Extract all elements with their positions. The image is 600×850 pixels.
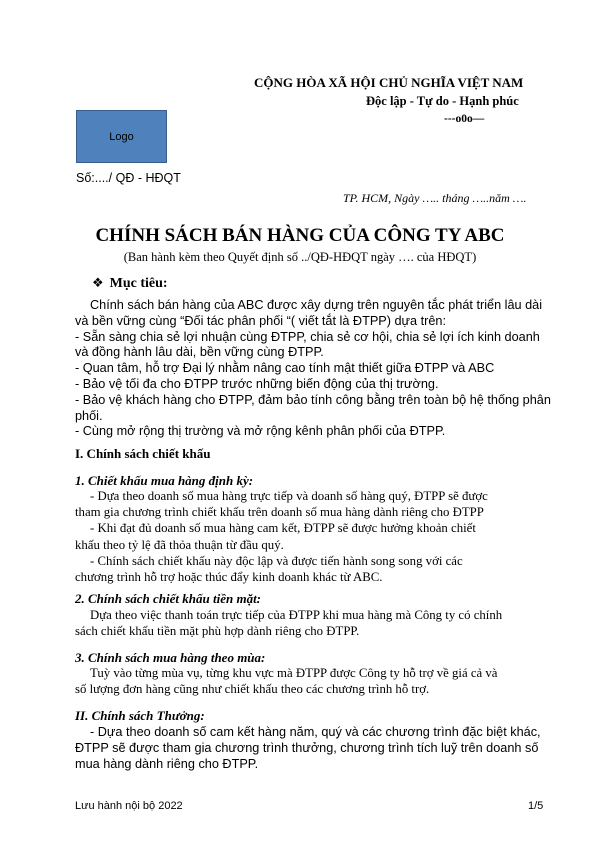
body-line: - Dựa theo doanh số cam kết hàng năm, quý và các chương trình đặc biệt khác, <box>90 725 541 739</box>
national-motto: Độc lập - Tự do - Hạnh phúc <box>366 94 519 108</box>
logo-label: Logo <box>109 130 134 143</box>
objective-body <box>75 298 551 440</box>
section-1-1-body <box>75 488 535 585</box>
footer-note: Lưu hành nội bộ 2022 <box>75 800 183 812</box>
section-1-heading: I. Chính sách chiết khấu <box>75 446 211 461</box>
section-2-heading: II. Chính sách Thưởng: <box>75 708 205 723</box>
company-logo <box>76 110 167 163</box>
objective-heading-text: Mục tiêu: <box>109 276 168 291</box>
body-line: mua hàng dành riêng cho ĐTPP. <box>75 756 259 771</box>
objective-line: - Sẵn sàng chia sẻ lợi nhuận cùng ĐTPP, chia sẻ cơ hội, chia sẻ lợi ích kinh doanh <box>75 329 540 344</box>
body-line: Tuỳ vào từng mùa vụ, từng khu vực mà ĐTPP được Công ty hỗ trợ về giá cả và <box>90 666 498 680</box>
document-subtitle: (Ban hành kèm theo Quyết định số ../QĐ-HĐQT ngày …. của HĐQT) <box>123 250 477 264</box>
page-number: 1/5 <box>528 800 544 812</box>
body-line: - Khi đạt đủ doanh số mua hàng cam kết, ĐTPP sẽ được hưởng khoản chiết <box>90 521 476 536</box>
objective-line: - Cùng mở rộng thị trường và mở rộng kênh phân phối của ĐTPP. <box>75 424 446 439</box>
motto-separator: ---o0o— <box>444 113 485 125</box>
place-date: TP. HCM, Ngày ….. tháng …..năm …. <box>343 191 527 205</box>
body-line: số lượng đơn hàng cũng như chiết khấu theo các chương trình hỗ trợ. <box>75 682 430 697</box>
body-line: ĐTPP sẽ được tham gia chương trình thưởng, chương trình tích luỹ trên doanh số <box>75 740 539 755</box>
document-title: CHÍNH SÁCH BÁN HÀNG CỦA CÔNG TY ABC <box>95 225 505 246</box>
section-1-3-heading: 3. Chính sách mua hàng theo mùa: <box>75 650 266 665</box>
body-line: Dựa theo việc thanh toán trực tiếp của ĐTPP khi mua hàng mà Công ty có chính <box>90 608 503 622</box>
body-line: - Chính sách chiết khấu này độc lập và được tiến hành song song với các <box>90 553 463 568</box>
objective-line: Chính sách bán hàng của ABC được xây dựng trên nguyên tắc phát triển lâu dài <box>90 298 543 312</box>
nation-heading: CỘNG HÒA XÃ HỘI CHỦ NGHĨA VIỆT NAM <box>254 75 524 90</box>
decision-number: Số:..../ QĐ - HĐQT <box>76 171 181 185</box>
body-line: chương trình hỗ trợ hoặc thúc đẩy kinh doanh khác từ ABC. <box>75 570 383 585</box>
diamond-bullet-icon: ❖ <box>92 276 104 291</box>
section-1-2-body <box>75 607 535 639</box>
body-line: khấu theo tỷ lệ đã thỏa thuận từ đầu quý. <box>75 537 284 552</box>
section-1-1-heading: 1. Chiết khấu mua hàng định kỳ: <box>75 473 254 488</box>
objective-line: - Bảo vệ tối đa cho ĐTPP trước những biến động của thị trường. <box>75 376 439 391</box>
section-2-body <box>75 725 541 772</box>
body-line: sách chiết khấu tiền mặt phù hợp dành riêng cho ĐTPP. <box>75 624 360 639</box>
body-line: - Dựa theo doanh số mua hàng trực tiếp và doanh số hàng quý, ĐTPP sẽ được <box>90 489 488 503</box>
section-1-2-heading: 2. Chính sách chiết khấu tiền mặt: <box>75 591 262 606</box>
body-line: tham gia chương trình chiết khấu trên doanh số mua hàng dành riêng cho ĐTPP <box>75 505 484 520</box>
objective-heading <box>92 276 168 292</box>
objective-line: - Bảo vệ khách hàng cho ĐTPP, đảm bảo tính công bằng trên toàn bộ hệ thống phân <box>75 392 551 407</box>
objective-line: - Quan tâm, hỗ trợ Đại lý nhằm nâng cao tính mật thiết giữa ĐTPP và ABC <box>75 361 495 376</box>
objective-line: và đồng hành lâu dài, bền vững cùng ĐTPP. <box>75 345 324 360</box>
objective-line: phối. <box>75 408 103 423</box>
section-1-3-body <box>75 665 535 697</box>
objective-line: và bền vững cùng “Đối tác phân phối “( viết tắt là ĐTPP) dựa trên: <box>75 313 447 328</box>
